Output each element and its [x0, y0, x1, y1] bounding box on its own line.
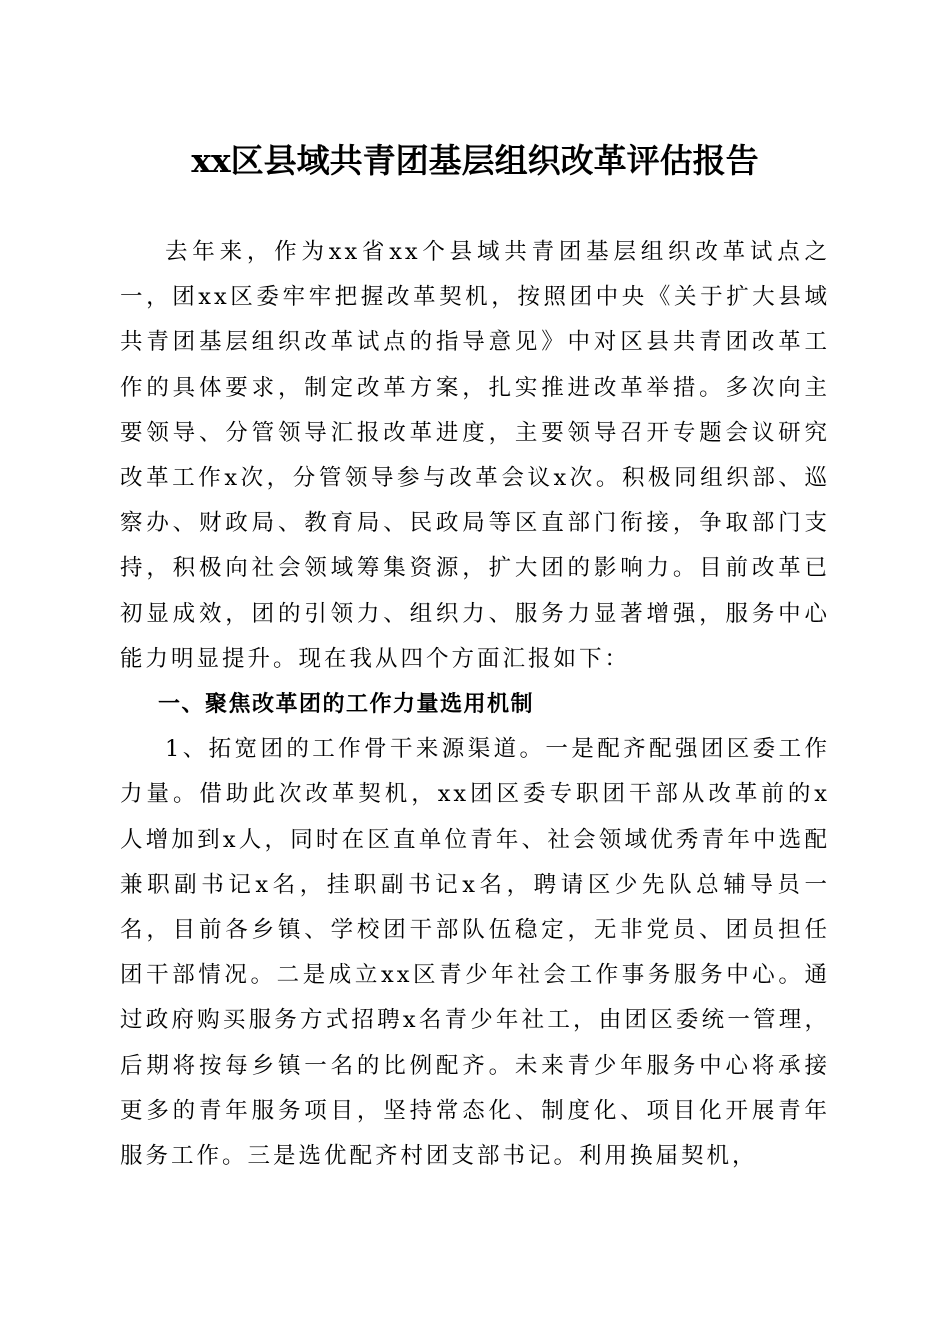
document-title: xx区县域共青团基层组织改革评估报告 [191, 141, 759, 180]
section-1-paragraph: 1、拓宽团的工作骨干来源渠道。一是配齐配强团区委工作力量。借助此次改革契机，xx团区委专职团干部从改革前的x人增加到x人，同时在区直单位青年、社会领域优秀青年中选配兼职副书记x名，挂职副书记x名，聘请区少先队总辅导员一名，目前各乡镇、学校团干部队伍稳定，无非党员、团员担任团干部情况。二是成立xx区青少年社会工作事务服务中心。通过政府购买服务方式招聘x名青少年社工，由团区委统一管理，后期将按每乡镇一名的比例配齐。未来青少年服务中心将承接更多的青年服务项目，坚持常态化、制度化、项目化开展青年服务工作。三是选优配齐村团支部书记。利用换届契机， [120, 736, 830, 1170]
intro-paragraph: 去年来，作为xx省xx个县域共青团基层组织改革试点之一，团xx区委牢牢把握改革契机，按照团中央《关于扩大县域共青团基层组织改革试点的指导意见》中对区县共青团改革工作的具体要求，制定改革方案，扎实推进改革举措。多次向主要领导、分管领导汇报改革进度，主要领导召开专题会议研究改革工作x次，分管领导参与改革会议x次。积极同组织部、巡察办、财政局、教育局、民政局等区直部门衔接，争取部门支持，积极向社会领域筹集资源，扩大团的影响力。目前改革已初显成效，团的引领力、组织力、服务力显著增强，服务中心能力明显提升。现在我从四个方面汇报如下： [120, 239, 830, 672]
document-body [120, 230, 830, 1179]
section-heading-1: 一、聚焦改革团的工作力量选用机制 [158, 692, 535, 718]
